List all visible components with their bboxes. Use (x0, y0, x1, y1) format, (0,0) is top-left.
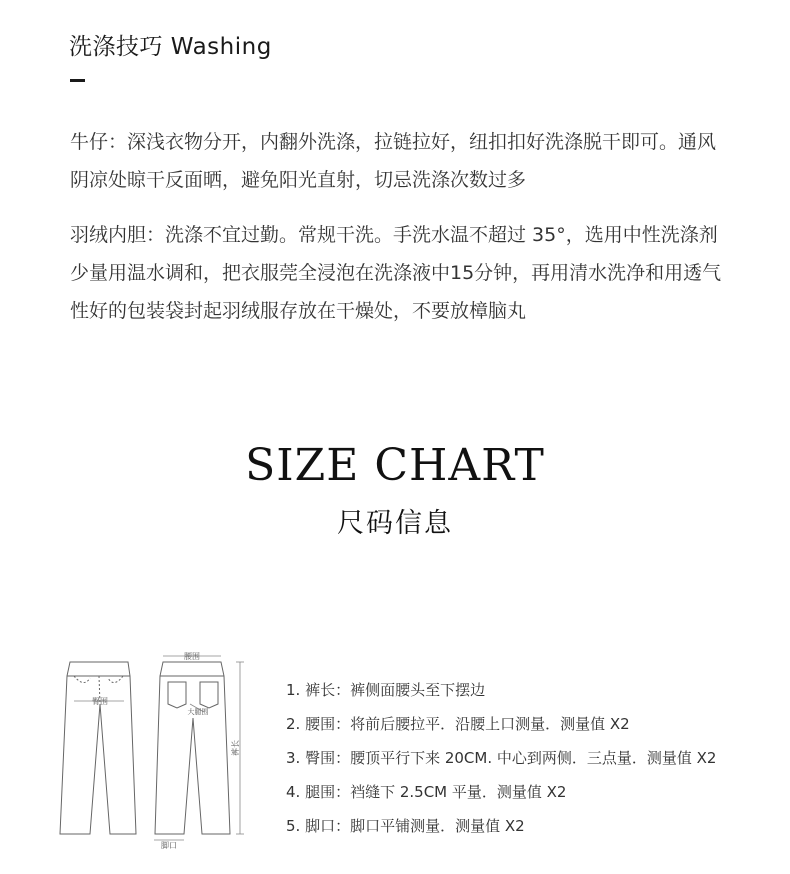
diagram-label-length: 裤长 (231, 740, 240, 756)
diagram-label-waist: 腰围 (184, 652, 200, 661)
size-chart-subtitle: 尺码信息 (337, 508, 453, 539)
diagram-label-hip: 臀围 (92, 697, 108, 706)
jeans-measurement-diagram (50, 648, 260, 854)
measurement-waist: 2. 腰围：将前后腰拉平．沿腰上口测量．测量值 X2 (286, 715, 630, 733)
title-underline (70, 79, 85, 82)
measurement-hip: 3. 臀围：腰顶平行下来 20CM. 中心到两侧．三点量．测量值 X2 (286, 749, 717, 767)
measurement-length: 1. 裤长：裤侧面腰头至下摆边 (286, 681, 486, 699)
size-chart-title: SIZE CHART (245, 440, 545, 491)
washing-title: 洗涤技巧 Washing (69, 34, 272, 60)
jeans-front-view (60, 662, 136, 834)
diagram-label-thigh: 大腿围 (187, 708, 209, 716)
washing-paragraph-down: 羽绒内胆：洗涤不宜过勤。常规干洗。手洗水温不超过 35°，选用中性洗涤剂少量用温水调和，把衣服莞全浸泡在洗涤液中15分钟，再用清水洗净和用透气性好的包装袋封起羽绒服存放在干燥处，不要放樟脑丸 (70, 224, 722, 322)
measurement-list (286, 673, 716, 843)
washing-paragraph-denim: 牛仔：深浅衣物分开，内翻外洗涤，拉链拉好，纽扣扣好洗涤脱干即可。通风阴凉处晾干反面晒，避免阳光直射，切忌洗涤次数过多 (70, 131, 717, 191)
measurement-thigh: 4. 腿围：裆缝下 2.5CM 平量．测量值 X2 (286, 783, 567, 801)
diagram-label-hem: 脚口 (161, 841, 177, 850)
measurement-hem: 5. 脚口：脚口平铺测量．测量值 X2 (286, 817, 525, 835)
